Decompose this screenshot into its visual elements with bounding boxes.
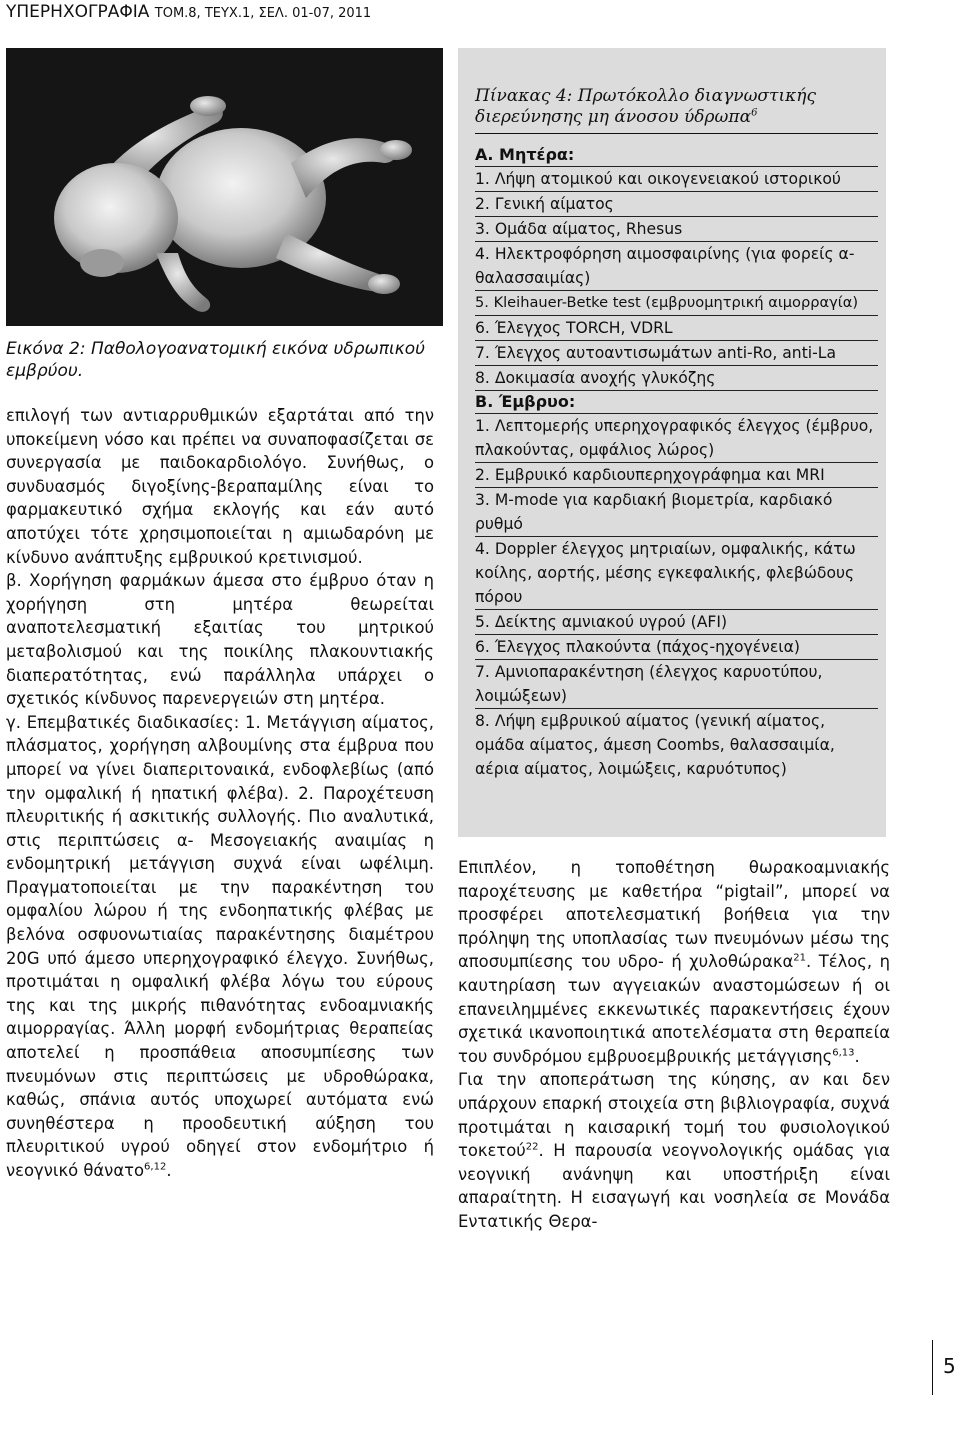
left-paragraph-3-text: γ. Επεμβατικές διαδικασίες: 1. Μετάγγιση αίματος, πλάσματος, χορήγηση αλβουμίνης στα έμβρυα που μπορεί να γίνει διαπεριτοναικά, ενδοφλεβίως (από την ομφαλική ή ηπατική φλέβα). 2. Παροχέτευση πλευριτικής ή ασκιτικής συλλογής. Πιο αναλυτικά, στις περιπτώσεις α- Μεσογειακής αναιμίας η ενδομητρική μετάγγιση συχνά είναι ωφέλιμη. Πραγματοποιείται με την παρακέντηση του ομφαλίου λώρου ή της ενδοηπατικής φλέβας με βελόνα οσφυονωτιαίας παρακέντησης διαμέτρου 20G υπό άμεσο υπερηχογραφικό έλεγχο. Συνήθως, προτιμάται η ομφαλική φλέβα λόγω του εύρους της και της μικρής πιθανότητας ενδοαμνιακής αιμορραγίας. Άλλη μορφή ενδομήτριας θεραπείας αποτελεί η προσπάθεια αποσυμπίεσης των πνευμόνων στις περιπτώσεις με υδροθώρακα, καθώς, σπάνια αυτός υποχωρεί αυτόματα ενώ συνηθέστερα η προοδευτική αύξηση του πλευριτικού υγρού οδηγεί στον ενδομήτριο ή νεογνικό θάνατο [6, 712, 434, 1180]
table-title-ref: 6 [751, 107, 758, 119]
citation-ref: 21 [793, 952, 807, 964]
table-items-mother [475, 167, 878, 391]
left-paragraph-2: β. Χορήγηση φαρμάκων άμεσα στο έμβρυο όταν η χορήγηση στη μητέρα θεωρείται αναποτελεσματική εξαιτίας του μητρικού μεταβολισμού και της ποικίλης πλακουντιακής διαπερατότητας, ενώ παράλληλα υπάρχει ο σχετικός κίνδυνος παρενεργειών στη μητέρα. [6, 571, 434, 709]
list-item: 2. Εμβρυικό καρδιουπερηχογράφημα και MRI [475, 463, 878, 488]
list-item: 5. Δείκτης αμνιακού υγρού (AFI) [475, 610, 878, 635]
page-number: 5 [943, 1354, 956, 1378]
table-section-fetus: Β. Έμβρυο: [475, 391, 878, 414]
table-title-text: Πίνακας 4: Πρωτόκολλο διαγνωστικής διερεύνησης μη άνοσου ύδρωπα [475, 86, 816, 127]
list-item: 7. Έλεγχος αυτοαντισωμάτων anti-Ro, anti-La [475, 341, 878, 366]
figure-caption [6, 338, 444, 382]
list-item: 1. Λεπτομερής υπερηχογραφικός έλεγχος (έμβρυο, πλακούντας, ομφάλιος λώρος) [475, 414, 878, 463]
journal-name: ΥΠΕΡΗΧΟΓΡΑΦΙΑ [6, 2, 150, 22]
list-item: 3. Ομάδα αίματος, Rhesus [475, 217, 878, 242]
right-paragraph-1-a: Επιπλέον, η τοποθέτηση θωρακοαμνιακής παροχέτευσης με καθετήρα “pigtail”, μπορεί να προσφέρει αποτελεσματική βοήθεια για την πρόληψη της υποπλασίας των πνευμόνων μέσω της αποσυμπίεσης του υδρο- ή χυλοθώρακα [458, 858, 890, 972]
list-item: 6. Έλεγχος πλακούντα (πάχος-ηχογένεια) [475, 635, 878, 660]
fetus-photo [6, 48, 443, 326]
list-item: 6. Έλεγχος TORCH, VDRL [475, 316, 878, 341]
right-paragraph-1-b: . Τέλος, η καυτηρίαση των αγγειακών αναστομώσεων ή οι επανειλημμένες εκκενωτικές παρακεντήσεις έχουν σχετικά ικανοποιητικά αποτελέσματα στη θεραπεία του συνδρόμου εμβρυοεμβρυικής μετάγγισης [458, 952, 891, 1066]
left-paragraph-3: γ. Επεμβατικές διαδικασίες: 1. Μετάγγιση αίματος, πλάσματος, χορήγηση αλβουμίνης στα έμβρυα που μπορεί να γίνει διαπεριτοναικά, ενδοφλεβίως (από την ομφαλική ή ηπατική φλέβα). 2. Παροχέτευση πλευριτικής ή ασκιτικής συλλογής. Πιο αναλυτικά, στις περιπτώσεις α- Μεσογειακής αναιμίας η ενδομητρική μετάγγιση συχνά είναι ωφέλιμη. Πραγματοποιείται με την παρακέντηση του ομφαλίου λώρου ή της ενδοηπατικής φλέβας με βελόνα οσφυονωτιαίας παρακέντησης διαμέτρου 20G υπό άμεσο υπερηχογραφικό έλεγχο. Συνήθως, προτιμάται η ομφαλική φλέβα λόγω του εύρους της και της μικρής πιθανότητας ενδοαμνιακής αιμορραγίας. Άλλη μορφή ενδομήτριας θεραπείας αποτελεί η προσπάθεια αποσυμπίεσης των πνευμόνων στις περιπτώσεις με υδροθώρακα, καθώς, σπάνια αυτός υποχωρεί αυτόματα ενώ συνηθέστερα η προοδευτική αύξηση του πλευριτικού υγρού οδηγεί στον ενδομήτριο ή νεογνικό θάνατο$^{6,12}$. [6, 712, 434, 1180]
table-title [475, 86, 878, 134]
page-number-box [932, 1340, 960, 1395]
list-item: 8. Δοκιμασία ανοχής γλυκόζης [475, 366, 878, 391]
list-item: 4. Doppler έλεγχος μητριαίων, ομφαλικής, κάτω κοίλης, αορτής, μέσης εγκεφαλικής, φλεβώδους πόρου [475, 537, 878, 610]
diagnostic-protocol-table [458, 48, 886, 837]
list-item: 2. Γενική αίματος [475, 192, 878, 217]
citation-ref: 6,12 [144, 1161, 167, 1173]
list-item: 4. Ηλεκτροφόρηση αιμοσφαιρίνης (για φορείς α-θαλασσαιμίας) [475, 242, 878, 291]
running-header [6, 2, 606, 22]
right-paragraph-2-b: . Η παρουσία νεογνολογικής ομάδας για νεογνική ανάνηψη και υποστήριξη είναι απαραίτητη. Η εισαγωγή και νοσηλεία σε Μονάδα Εντατικής Θερα- [458, 1141, 890, 1231]
list-item: 3. M-mode για καρδιακή βιομετρία, καρδιακό ρυθμό [475, 488, 878, 537]
right-paragraph-2 [458, 1068, 890, 1233]
left-column-text [6, 404, 434, 1183]
left-paragraph-1: επιλογή των αντιαρρυθμικών εξαρτάται από την υποκείμενη νόσο και πρέπει να συναποφασίζεται σε συνεργασία με παιδοκαρδιολόγο. Συνήθως, ο συνδυασμός διγοξίνης-βεραπαμίλης είναι το φαρμακευτικό σχήμα εκλογής και εάν αυτό αποτύχει τότε χρησιμοποιείται η αμιωδαρόνη με κίνδυνο ανάπτυξης εμβρυικού κρετινισμού. [6, 406, 434, 567]
table-items-fetus [475, 414, 878, 781]
list-item: 1. Λήψη ατομικού και οικογενειακού ιστορικού [475, 167, 878, 192]
right-column-text [458, 856, 890, 1234]
hydropic-fetus-illustration [6, 48, 443, 326]
right-paragraph-2-a: Για την αποπεράτωση της κύησης, αν και δεν υπάρχουν επαρκή στοιχεία στη βιβλιογραφία, συχνά προτιμάται η καισαρική τομή του φυσιολογικού τοκετού [458, 1070, 890, 1161]
figure-caption-label: Εικόνα 2: [6, 339, 86, 359]
citation-ref: 22 [525, 1141, 539, 1153]
table-section-mother: Α. Μητέρα: [475, 144, 878, 167]
list-item: 7. Αμνιοπαρακέντηση (έλεγχος καρυοτύπου, λοιμώξεων) [475, 660, 878, 709]
right-paragraph-1: Επιπλέον, η τοποθέτηση θωρακοαμνιακής παροχέτευσης με καθετήρα “pigtail”, μπορεί να προσφέρει αποτελεσματική βοήθεια για την πρόληψη της υποπλασίας των πνευμόνων μέσω της αποσυμπίεσης του υδρο- ή χυλοθώρακα$^{21}$. Τέλος, η καυτηρίαση των αγγειακών αναστομώσεων ή οι επανειλημμένες εκκενωτικές παρακεντήσεις έχουν σχετικά ικανοποιητικά αποτελέσματα στη θεραπεία του συνδρόμου εμβρυοεμβρυικής μετάγγισης$^{6,13}$. [458, 858, 891, 1066]
list-item: 8. Λήψη εμβρυικού αίματος (γενική αίματος, ομάδα αίματος, άμεση Coombs, θαλασσαιμία, αέρια αίματος, λοιμώξεις, καρυότυπος) [475, 712, 835, 778]
figure-caption-text: Παθολογοανατομική εικόνα υδρωπικού εμβρύου. [6, 339, 425, 381]
list-item: 5. Kleihauer-Betke test (εμβρυομητρική αιμορραγία) [475, 291, 878, 316]
citation-ref: 6,13 [832, 1047, 855, 1059]
issue-info: ΤΟΜ.8, ΤΕΥΧ.1, ΣΕΛ. 01-07, 2011 [154, 6, 372, 21]
